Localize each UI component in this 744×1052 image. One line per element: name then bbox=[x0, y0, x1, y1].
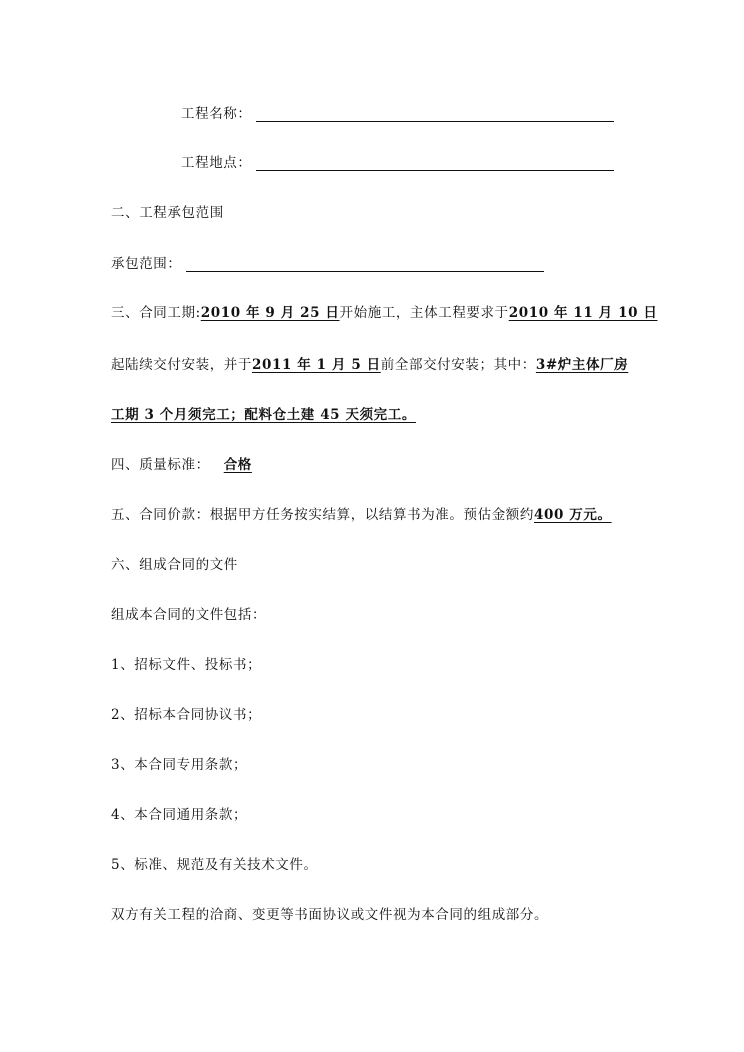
section3-line2-prefix: 起陆续交付安装，并于 bbox=[111, 357, 252, 373]
document-item: 5、标准、规范及有关技术文件。 bbox=[111, 857, 318, 873]
section6-heading: 六、组成合同的文件 bbox=[111, 557, 238, 573]
document-item: 1、招标文件、投标书； bbox=[111, 657, 262, 673]
project-location-blank bbox=[256, 170, 614, 171]
furnace-building: 3#炉主体厂房 bbox=[535, 357, 629, 373]
document-item: 4、本合同通用条款； bbox=[111, 807, 248, 823]
section5-line bbox=[111, 505, 612, 525]
main-date: 2010 年 11 月 10 日 bbox=[508, 305, 658, 321]
section3-line2 bbox=[111, 355, 628, 375]
section6-closing: 双方有关工程的洽商、变更等书面协议或文件视为本合同的组成部分。 bbox=[111, 907, 549, 923]
start-date: 2010 年 9 月 25 日 bbox=[200, 305, 340, 321]
section2-heading: 二、工程承包范围 bbox=[111, 205, 224, 221]
document-item: 3、本合同专用条款； bbox=[111, 757, 248, 773]
project-name-label: 工程名称： bbox=[181, 106, 252, 122]
project-location-label: 工程地点： bbox=[181, 155, 252, 171]
price-text: 五、合同价款：根据甲方任务按实结算，以结算书为准。预估金额约 bbox=[111, 507, 534, 523]
section4-line bbox=[111, 455, 266, 475]
document-item: 2、招标本合同协议书； bbox=[111, 707, 262, 723]
quality-value: 合格 bbox=[223, 457, 252, 473]
quality-label: 四、质量标准： bbox=[111, 457, 210, 473]
section3-line3 bbox=[111, 405, 416, 425]
section3-prefix: 三、合同工期: bbox=[111, 305, 201, 321]
scope-label: 承包范围： bbox=[111, 256, 182, 272]
delivery-date: 2011 年 1 月 5 日 bbox=[252, 357, 381, 373]
section3-line1 bbox=[111, 303, 657, 323]
price-amount: 400 万元。 bbox=[534, 507, 612, 523]
scope-blank bbox=[186, 271, 544, 272]
section3-line2-mid: 前全部交付安装；其中： bbox=[380, 357, 536, 373]
section3-mid1: 开始施工，主体工程要求于 bbox=[339, 305, 509, 321]
project-name-blank bbox=[256, 121, 614, 122]
schedule-detail: 工期 3 个月须完工；配料仓土建 45 天须完工。 bbox=[111, 407, 416, 423]
section6-intro: 组成本合同的文件包括： bbox=[111, 607, 267, 623]
